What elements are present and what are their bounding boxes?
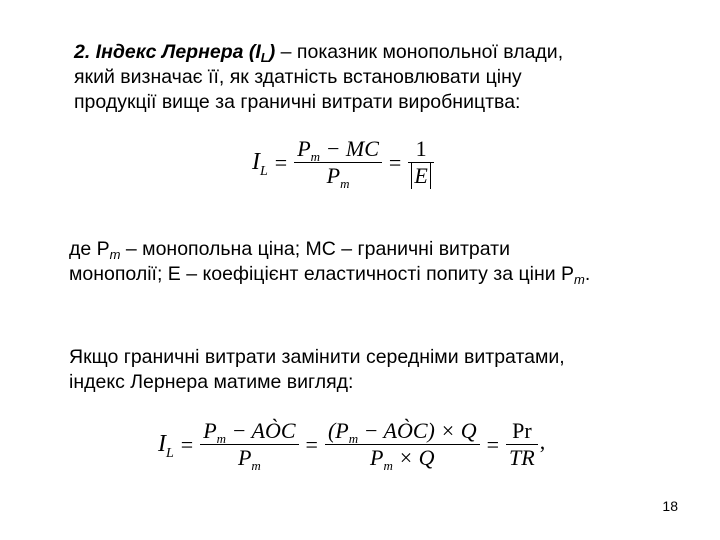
fraction-profit-revenue: $\frac{Pr}{TR}$ xyxy=(506,418,538,471)
equals-sign: = xyxy=(274,149,288,175)
equals-sign-5: = xyxy=(486,431,500,457)
legend-line-1: де $P_m$ – монопольна ціна; MC – граничні витрати xyxy=(69,238,510,262)
fraction-profit-over-revenue-expanded: $\frac{(P_m - AÒC) \times Q}{P_m \times Q}$ xyxy=(325,418,480,471)
definition-line-2: який визначає її, як здатність встановлювати ціну xyxy=(74,66,522,88)
lhs-index-2: $I_L$ xyxy=(158,431,174,461)
definition-term xyxy=(74,41,275,63)
legend-line-2: монополії; E – коефіцієнт еластичності попиту за ціни $P_m$. xyxy=(69,263,591,287)
fraction-elasticity: $\frac{1}{E}$ xyxy=(408,136,433,189)
term-subscript: L xyxy=(260,50,269,65)
lerner-formula-average-cost xyxy=(158,418,545,471)
equals-sign-4: = xyxy=(305,431,318,457)
replacement-paragraph xyxy=(69,345,565,395)
legend-paragraph xyxy=(69,237,590,287)
definition-line-3: продукції вище за граничні витрати виробництва: xyxy=(74,91,521,113)
definition-paragraph xyxy=(74,40,563,115)
lerner-formula xyxy=(252,136,434,189)
term-label: 2. Індекс Лернера (I xyxy=(74,41,261,63)
fraction-price-markup: $\frac{P_m - MC}{P_m}$ xyxy=(294,136,382,189)
replacement-line-1: Якщо граничні витрати замінити середніми витратами, xyxy=(69,346,565,368)
fraction-avg-cost: $\frac{P_m - AÒC}{P_m}$ xyxy=(200,418,298,471)
formula-comma: , xyxy=(539,429,546,454)
definition-text-1: – показник монопольної влади, xyxy=(275,41,564,63)
replacement-line-2: індекс Лернера матиме вигляд: xyxy=(69,371,354,393)
lhs-index: $I_L$ xyxy=(252,149,268,179)
abs-elasticity: E xyxy=(411,163,430,189)
term-close: ) xyxy=(268,41,276,63)
page-number: 18 xyxy=(662,498,678,514)
equals-sign-2: = xyxy=(388,149,402,175)
definition-line-1 xyxy=(74,40,563,65)
equals-sign-3: = xyxy=(180,431,194,457)
